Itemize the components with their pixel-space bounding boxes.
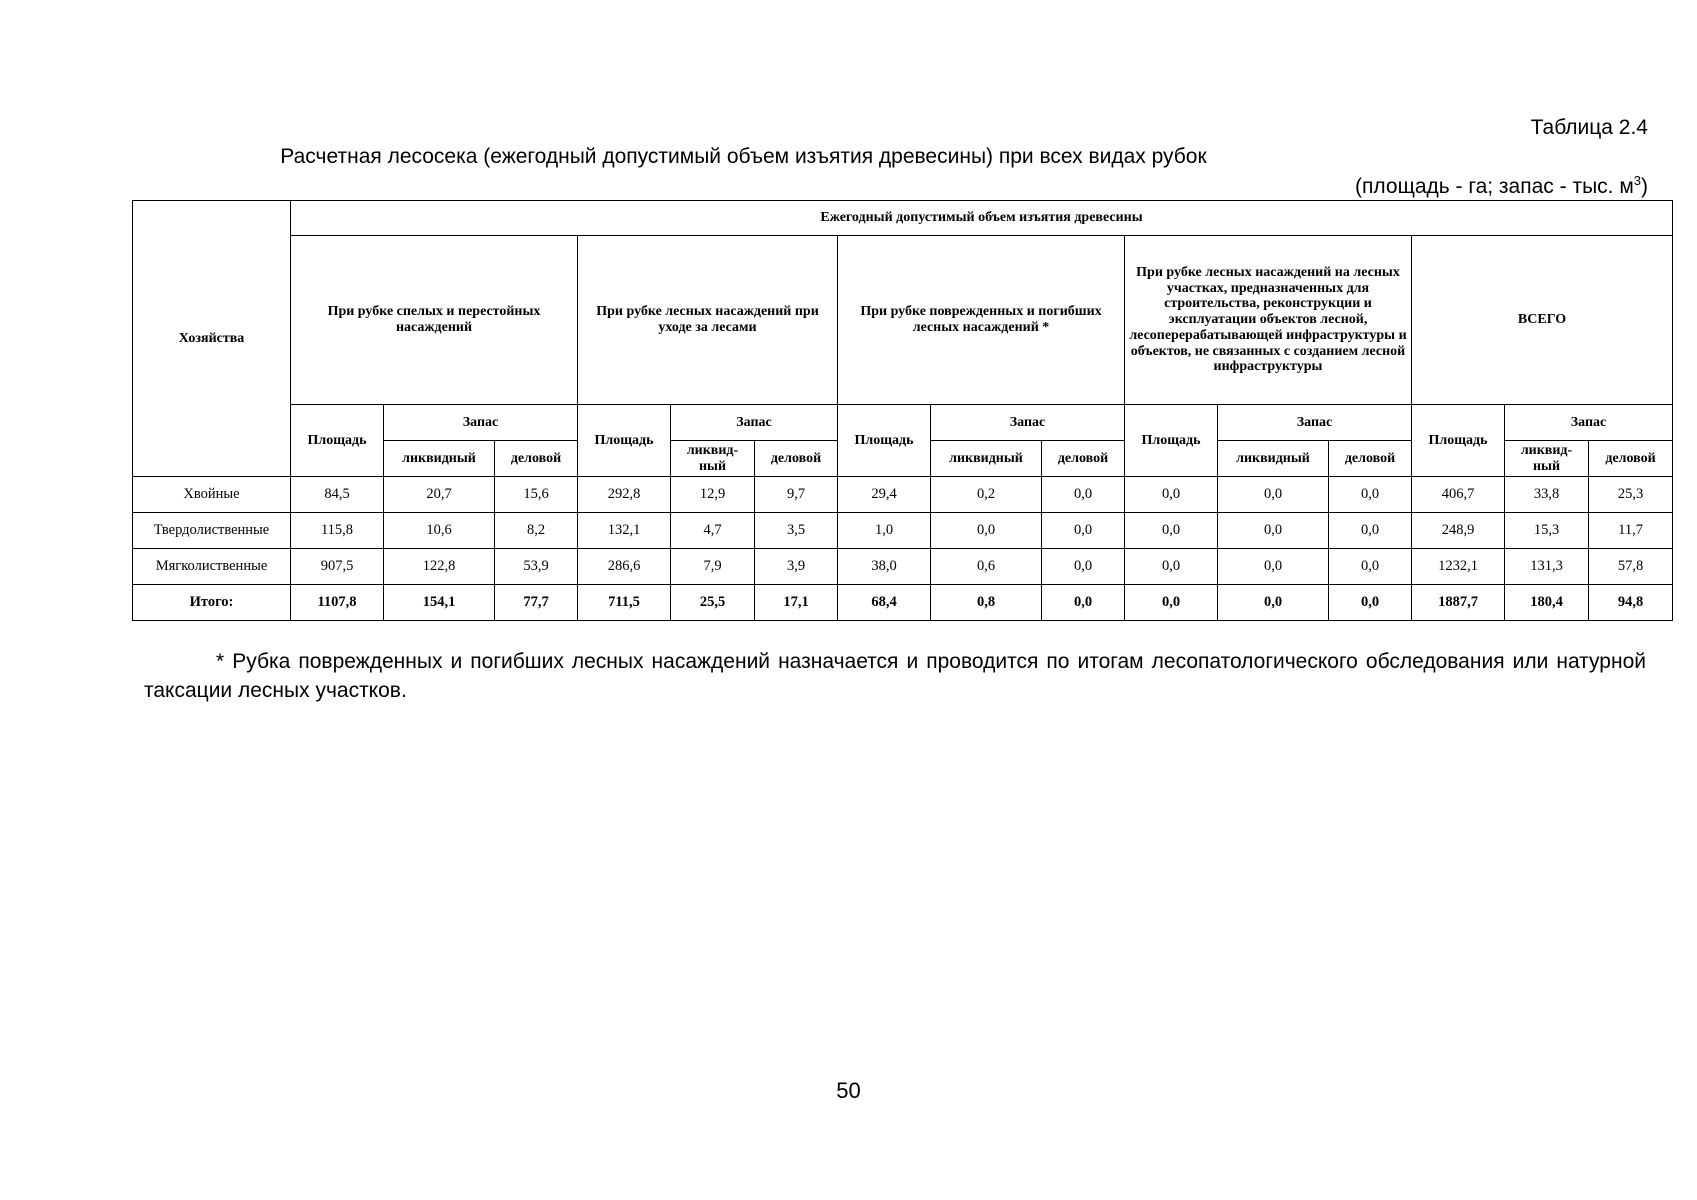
value-cell: 0,0 bbox=[1125, 513, 1218, 549]
value-cell: 4,7 bbox=[671, 513, 755, 549]
value-cell: 1107,8 bbox=[291, 585, 384, 621]
value-cell: 25,3 bbox=[1589, 477, 1673, 513]
value-cell: 0,0 bbox=[931, 513, 1042, 549]
value-cell: 1,0 bbox=[838, 513, 931, 549]
area-header: Площадь bbox=[838, 405, 931, 477]
units-suffix: ) bbox=[1641, 175, 1648, 198]
business-header: деловой bbox=[1589, 441, 1673, 477]
value-cell: 0,0 bbox=[1125, 477, 1218, 513]
value-cell: 25,5 bbox=[671, 585, 755, 621]
value-cell: 292,8 bbox=[578, 477, 671, 513]
value-cell: 907,5 bbox=[291, 549, 384, 585]
value-cell: 33,8 bbox=[1505, 477, 1589, 513]
value-cell: 11,7 bbox=[1589, 513, 1673, 549]
main-header: Ежегодный допустимый объем изъятия древесины bbox=[291, 201, 1673, 236]
area-header: Площадь bbox=[1125, 405, 1218, 477]
value-cell: 0,0 bbox=[1042, 477, 1125, 513]
area-header: Площадь bbox=[291, 405, 384, 477]
liquid-split-label: ликвид- ный bbox=[1520, 442, 1573, 474]
row-name-cell: Твердолиственные bbox=[133, 513, 291, 549]
value-cell: 15,3 bbox=[1505, 513, 1589, 549]
value-cell: 12,9 bbox=[671, 477, 755, 513]
value-cell: 406,7 bbox=[1412, 477, 1505, 513]
value-cell: 0,0 bbox=[1218, 513, 1329, 549]
value-cell: 0,0 bbox=[1125, 549, 1218, 585]
value-cell: 29,4 bbox=[838, 477, 931, 513]
value-cell: 122,8 bbox=[384, 549, 495, 585]
units-prefix: (площадь - га; запас - тыс. м bbox=[1355, 175, 1634, 198]
value-cell: 131,3 bbox=[1505, 549, 1589, 585]
footnote: * Рубка поврежденных и погибших лесных насаждений назначается и проводится по итогам лесопатологического обследования или натурной таксации лесных участков. bbox=[144, 650, 1646, 702]
business-header: деловой bbox=[1042, 441, 1125, 477]
group-header-care: При рубке лесных насаждений при уходе за лесами bbox=[578, 236, 838, 405]
value-cell: 0,0 bbox=[1218, 585, 1329, 621]
value-cell: 286,6 bbox=[578, 549, 671, 585]
total-row bbox=[133, 585, 1673, 621]
value-cell: 0,0 bbox=[1218, 549, 1329, 585]
value-cell: 68,4 bbox=[838, 585, 931, 621]
value-cell: 0,0 bbox=[1329, 549, 1412, 585]
value-cell: 38,0 bbox=[838, 549, 931, 585]
table-units bbox=[1355, 173, 1648, 199]
value-cell: 248,9 bbox=[1412, 513, 1505, 549]
business-header: деловой bbox=[755, 441, 838, 477]
value-cell: 0,2 bbox=[931, 477, 1042, 513]
value-cell: 3,5 bbox=[755, 513, 838, 549]
stock-header: Запас bbox=[931, 405, 1125, 441]
value-cell: 1887,7 bbox=[1412, 585, 1505, 621]
area-header: Площадь bbox=[578, 405, 671, 477]
value-cell: 0,0 bbox=[1329, 477, 1412, 513]
liquid-header: ликвидный bbox=[1218, 441, 1329, 477]
stock-header: Запас bbox=[671, 405, 838, 441]
liquid-header: ликвидный bbox=[931, 441, 1042, 477]
value-cell: 0,0 bbox=[1329, 585, 1412, 621]
value-cell: 17,1 bbox=[755, 585, 838, 621]
value-cell: 15,6 bbox=[495, 477, 578, 513]
value-cell: 8,2 bbox=[495, 513, 578, 549]
value-cell: 0,0 bbox=[1042, 585, 1125, 621]
value-cell: 711,5 bbox=[578, 585, 671, 621]
value-cell: 115,8 bbox=[291, 513, 384, 549]
business-header: деловой bbox=[1329, 441, 1412, 477]
value-cell: 20,7 bbox=[384, 477, 495, 513]
row-name-cell: Мягколиственные bbox=[133, 549, 291, 585]
value-cell: 10,6 bbox=[384, 513, 495, 549]
liquid-split-label: ликвид- ный bbox=[686, 442, 739, 474]
value-cell: 77,7 bbox=[495, 585, 578, 621]
units-superscript: 3 bbox=[1633, 173, 1641, 188]
value-cell: 9,7 bbox=[755, 477, 838, 513]
business-header: деловой bbox=[495, 441, 578, 477]
stock-header: Запас bbox=[1218, 405, 1412, 441]
value-cell: 3,9 bbox=[755, 549, 838, 585]
value-cell: 0,6 bbox=[931, 549, 1042, 585]
table-row bbox=[133, 513, 1673, 549]
area-header: Площадь bbox=[1412, 405, 1505, 477]
allowable-cut-table bbox=[132, 200, 1673, 621]
value-cell: 0,0 bbox=[1042, 513, 1125, 549]
value-cell: 0,8 bbox=[931, 585, 1042, 621]
value-cell: 132,1 bbox=[578, 513, 671, 549]
value-cell: 84,5 bbox=[291, 477, 384, 513]
table-row bbox=[133, 477, 1673, 513]
value-cell: 94,8 bbox=[1589, 585, 1673, 621]
value-cell: 0,0 bbox=[1042, 549, 1125, 585]
value-cell: 7,9 bbox=[671, 549, 755, 585]
stock-header: Запас bbox=[1505, 405, 1673, 441]
value-cell: 154,1 bbox=[384, 585, 495, 621]
value-cell: 1232,1 bbox=[1412, 549, 1505, 585]
row-name-cell: Итого: bbox=[133, 585, 291, 621]
group-header-infrastructure: При рубке лесных насаждений на лесных участках, предназначенных для строительства, реконструкции и эксплуатации объектов лесной, лесоперерабатывающей инфраструктуры и объектов, не связанных с созданием лесной инфраструктуры bbox=[1125, 236, 1412, 405]
row-name-cell: Хвойные bbox=[133, 477, 291, 513]
table-title: Расчетная лесосека (ежегодный допустимый объем изъятия древесины) при всех видах рубок bbox=[280, 145, 1207, 168]
value-cell: 180,4 bbox=[1505, 585, 1589, 621]
group-header-mature: При рубке спелых и перестойных насаждений bbox=[291, 236, 578, 405]
table-body bbox=[133, 477, 1673, 621]
group-header-damaged: При рубке поврежденных и погибших лесных насаждений * bbox=[838, 236, 1125, 405]
table-number: Таблица 2.4 bbox=[1530, 116, 1648, 139]
value-cell: 57,8 bbox=[1589, 549, 1673, 585]
page-number: 50 bbox=[836, 1078, 861, 1103]
value-cell: 0,0 bbox=[1125, 585, 1218, 621]
value-cell: 53,9 bbox=[495, 549, 578, 585]
value-cell: 0,0 bbox=[1329, 513, 1412, 549]
value-cell: 0,0 bbox=[1218, 477, 1329, 513]
liquid-header: ликвидный bbox=[384, 441, 495, 477]
group-header-total: ВСЕГО bbox=[1412, 236, 1673, 405]
stock-header: Запас bbox=[384, 405, 578, 441]
liquid-header bbox=[1505, 441, 1589, 477]
farms-header: Хозяйства bbox=[133, 201, 291, 477]
table-row bbox=[133, 549, 1673, 585]
liquid-header bbox=[671, 441, 755, 477]
